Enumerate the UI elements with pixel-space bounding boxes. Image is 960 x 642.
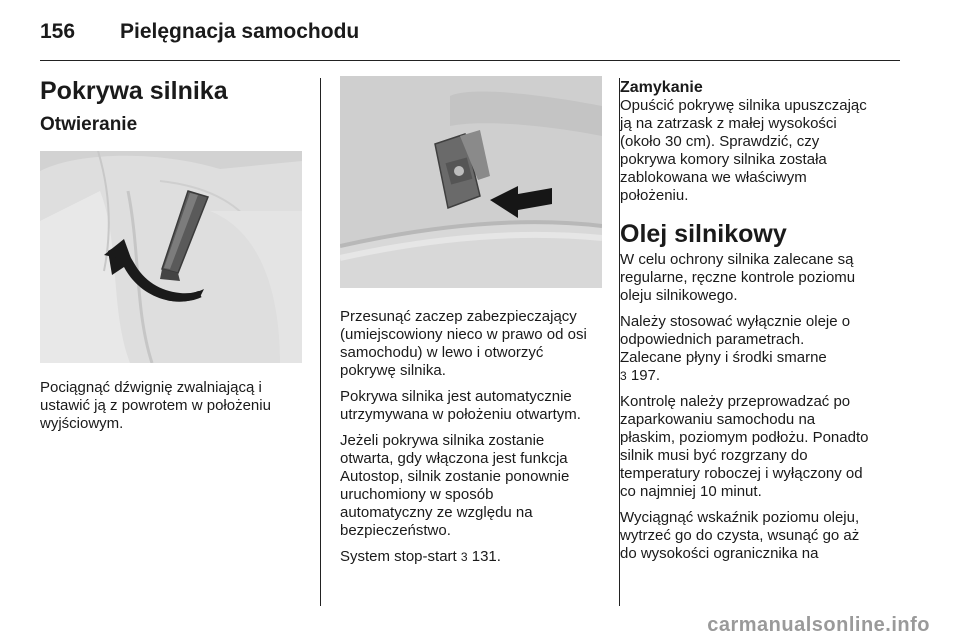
body-line: położeniu. <box>620 187 689 204</box>
body-line: Jeżeli pokrywa silnika zostanie <box>340 432 545 449</box>
reference-page: 197. <box>630 367 661 384</box>
body-line: automatyczny ze względu na <box>340 504 533 521</box>
body-line: uruchomiony w sposób <box>340 486 494 503</box>
header-rule <box>40 60 900 61</box>
reference-arrow-icon: 3 <box>460 550 468 564</box>
body-line: otwarta, gdy włączona jest funkcja <box>340 450 568 467</box>
page-header <box>40 14 920 58</box>
closing-title: Zamykanie <box>620 79 703 96</box>
safety-catch-illustration <box>340 76 602 288</box>
body-line: zablokowana we właściwym <box>620 169 807 186</box>
subsection-title: Otwieranie <box>40 114 138 135</box>
body-line: (około 30 cm). Sprawdzić, czy <box>620 133 820 150</box>
body-line: Kontrolę należy przeprowadzać po <box>620 393 851 410</box>
column-divider-1 <box>320 78 321 606</box>
body-line: co najmniej 10 minut. <box>620 483 762 500</box>
watermark: carmanualsonline.info <box>707 614 930 636</box>
caption-line: Pociągnąć dźwignię zwalniającą i <box>40 379 262 396</box>
body-line: Autostop, silnik zostanie ponownie <box>340 468 570 485</box>
lever-pull-illustration <box>40 151 302 363</box>
column-2 <box>340 76 606 566</box>
oil-section-title: Olej silnikowy <box>620 220 787 248</box>
reference-text: System stop-start <box>340 548 457 565</box>
body-line: Przesunąć zaczep zabezpieczający <box>340 308 577 325</box>
cross-reference[interactable] <box>340 548 606 566</box>
section-title: Pokrywa silnika <box>40 77 228 105</box>
body-line: oleju silnikowego. <box>620 287 738 304</box>
body-line: bezpieczeństwo. <box>340 522 451 539</box>
body-line: pokrywa komory silnika została <box>620 151 827 168</box>
body-line: samochodu) w lewo i otworzyć <box>340 344 544 361</box>
caption-line: ustawić ją z powrotem w położeniu <box>40 397 271 414</box>
running-title: Pielęgnacja samochodu <box>120 20 360 43</box>
column-1 <box>40 76 306 433</box>
page-number: 156 <box>40 20 76 43</box>
column-3 <box>620 76 904 563</box>
body-line: pokrywę silnika. <box>340 362 446 379</box>
body-line: silnik musi być rozgrzany do <box>620 447 808 464</box>
body-line: utrzymywana w położeniu otwartym. <box>340 406 581 423</box>
body-line: odpowiednich parametrach. <box>620 331 805 348</box>
body-line: (umiejscowiony nieco w prawo od osi <box>340 326 587 343</box>
caption-line: wyjściowym. <box>40 415 124 432</box>
body-line: ją na zatrzask z małej wysokości <box>620 115 837 132</box>
body-line: płaskim, poziomym podłożu. Ponadto <box>620 429 869 446</box>
body-line: temperatury roboczej i wyłączony od <box>620 465 863 482</box>
cross-reference[interactable] <box>620 367 904 385</box>
body-line: zaparkowaniu samochodu na <box>620 411 816 428</box>
body-line: Pokrywa silnika jest automatycznie <box>340 388 572 405</box>
body-line: Zalecane płyny i środki smarne <box>620 349 827 366</box>
body-line: Opuścić pokrywę silnika upuszczając <box>620 97 867 114</box>
body-line: wytrzeć go do czysta, wsunąć go aż <box>620 527 860 544</box>
body-line: W celu ochrony silnika zalecane są <box>620 251 854 268</box>
body-line: do wysokości ogranicznika na <box>620 545 819 562</box>
body-line: Należy stosować wyłącznie oleje o <box>620 313 851 330</box>
body-line: Wyciągnąć wskaźnik poziomu oleju, <box>620 509 860 526</box>
body-line: regularne, ręczne kontrole poziomu <box>620 269 856 286</box>
reference-page: 131. <box>471 548 501 565</box>
reference-arrow-icon: 3 <box>620 369 627 383</box>
